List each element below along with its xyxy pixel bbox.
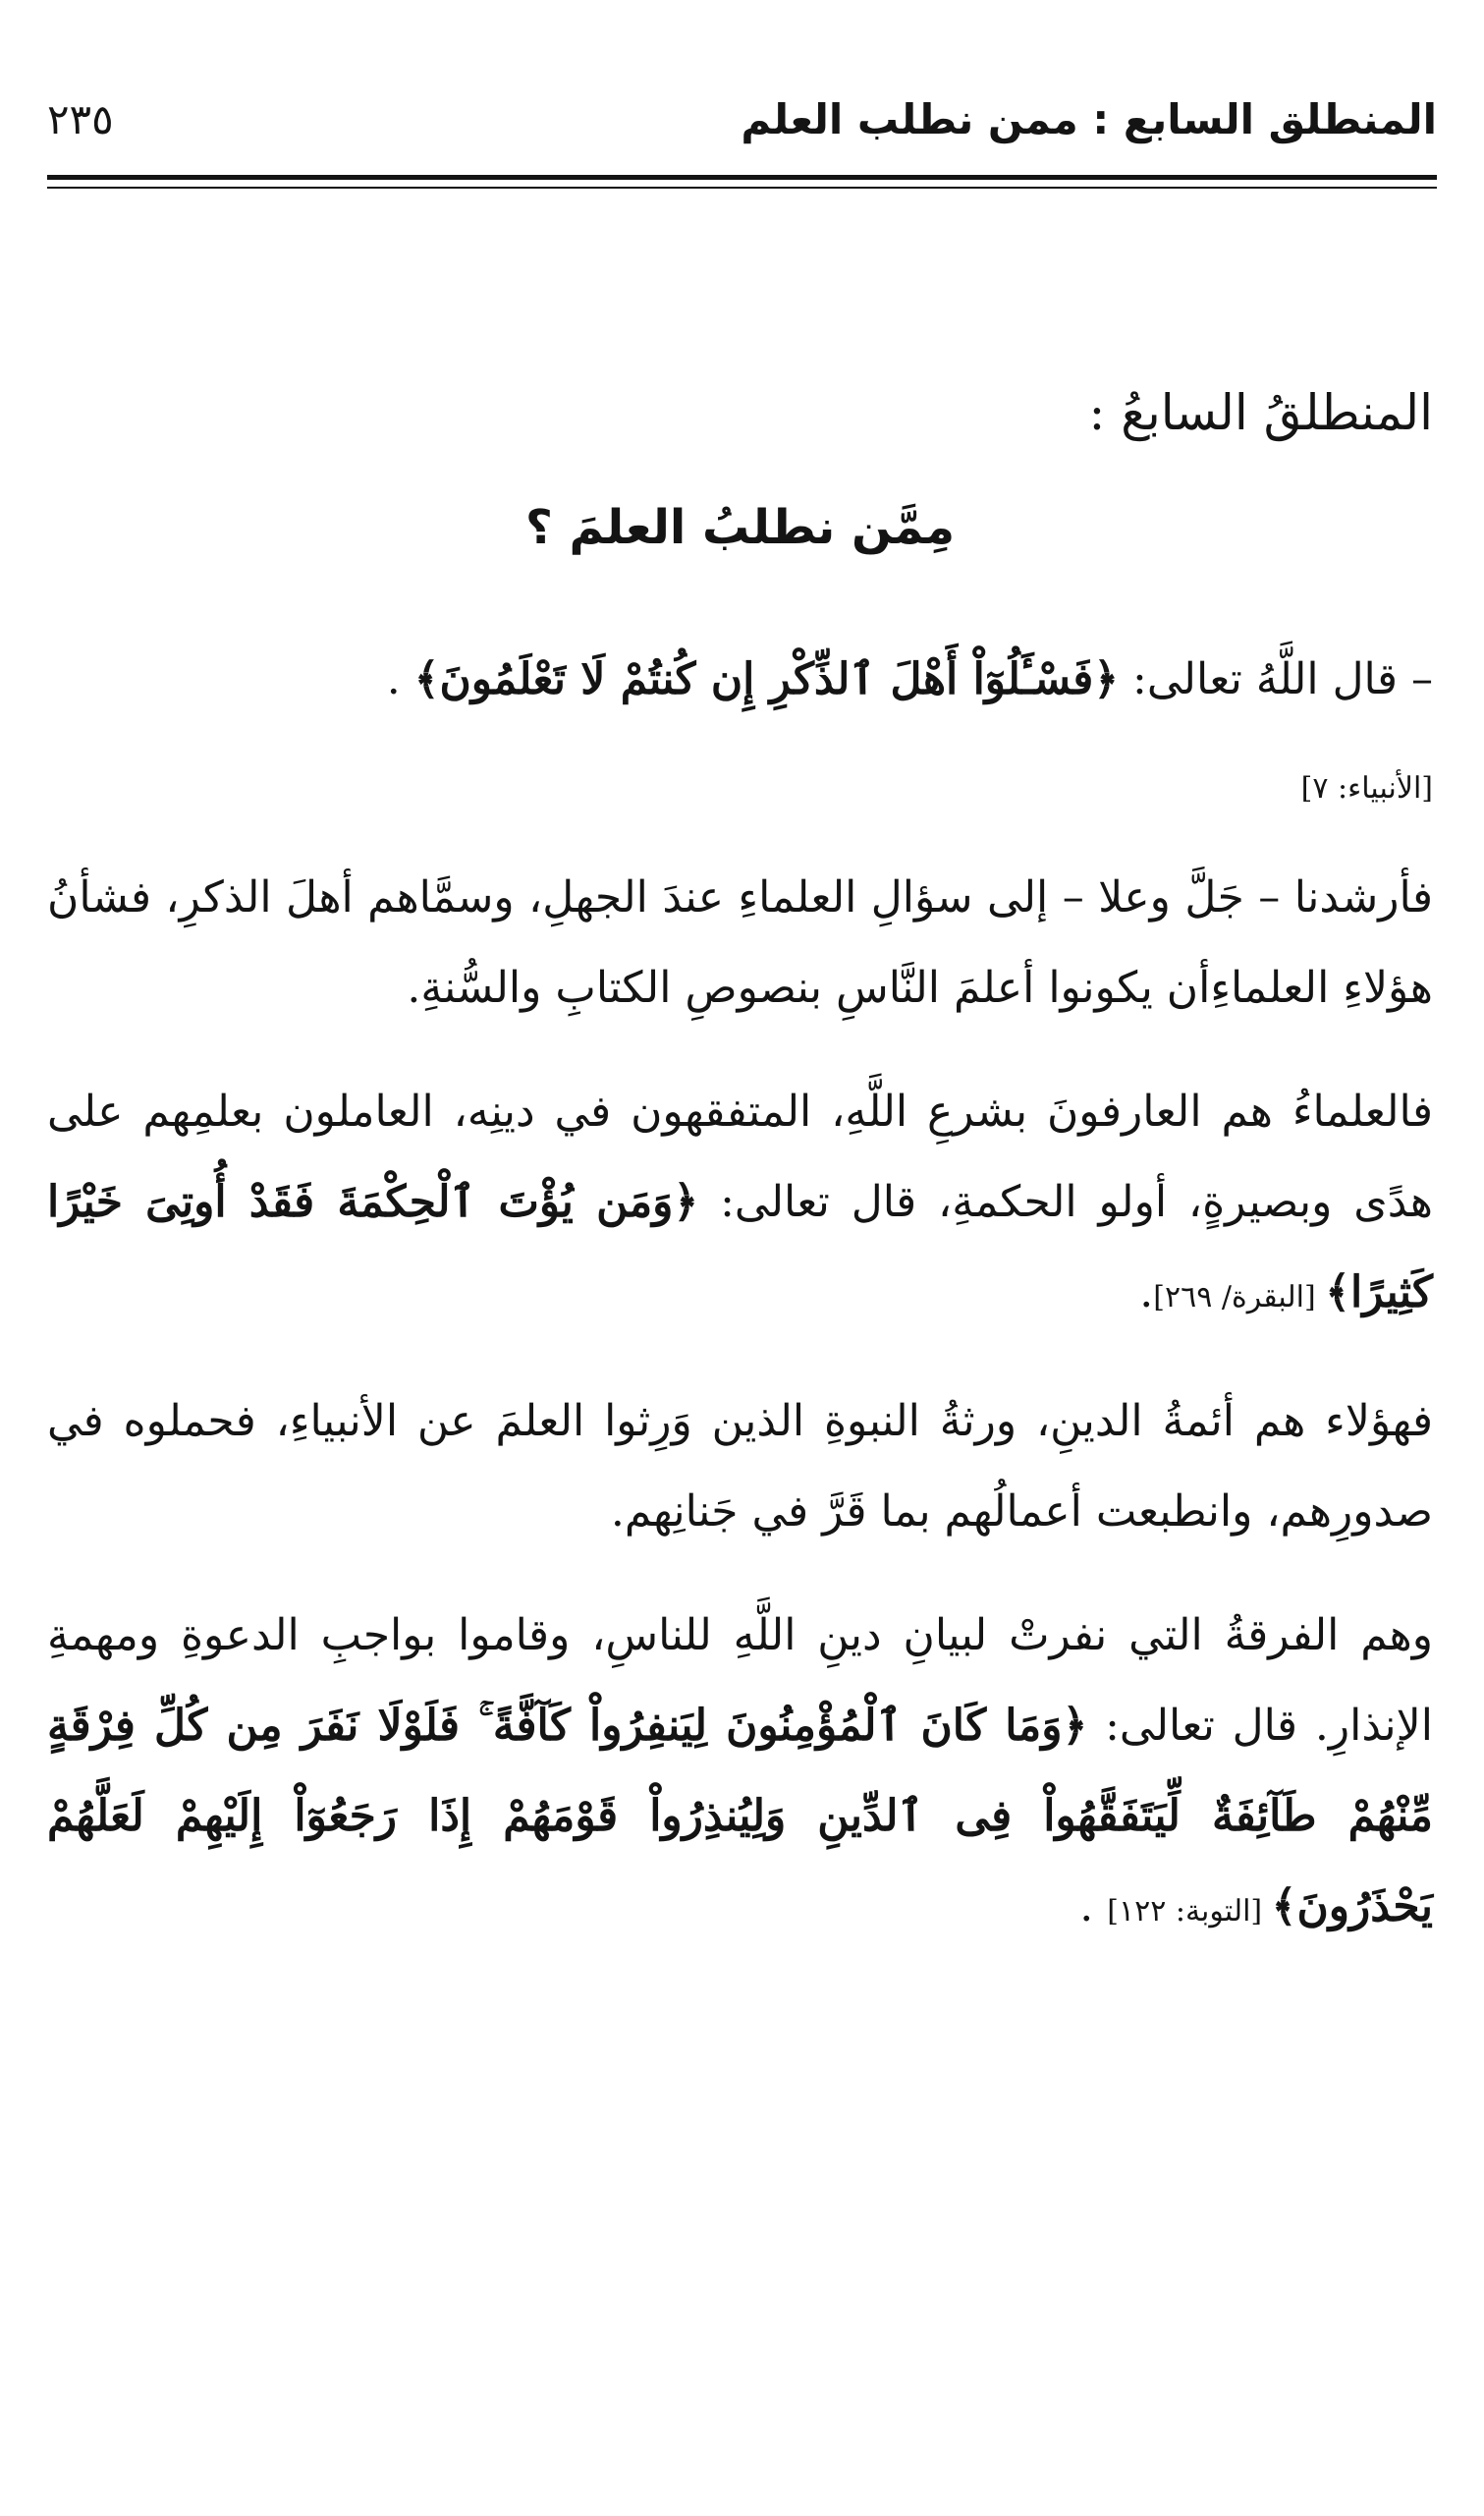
paragraph-2-quran: ﴿وَمَن يُؤْتَ ٱلْحِكْمَةَ فَقَدْ أُوتِىَ خَيْرًا كَثِيرًا﴾ — [47, 1177, 1433, 1317]
paragraph-1: فأرشدنا – جَلَّ وعلا – إلى سؤالِ العلماءِ عندَ الجهلِ، وسمَّاهم أهلَ الذكرِ، فشأنُ هؤلاءِ العلماءِأن يكونوا أعلمَ النَّاسِ بنصوصِ الكتابِ والسُّنةِ. — [47, 872, 1433, 1013]
paragraph-4 — [47, 1591, 1433, 1957]
paragraph-4-quran: ﴿وَمَا كَانَ ٱلْمُؤْمِنُونَ لِيَنفِرُواْ كَآفَّةً ۚ فَلَوْلَا نَفَرَ مِن كُلِّ فِرْقَةٍ مِّنْهُمْ طَآئِفَةٌ لِّيَتَفَقَّهُواْ فِى ٱلدِّينِ وَلِيُنذِرُواْ قَوْمَهُمْ إِذَا رَجَعُوٓاْ إِلَيْهِمْ لَعَلَّهُمْ يَحْذَرُونَ﴾ — [47, 1701, 1433, 1931]
paragraph-4-ref: [التوبة: ١٢٢] — [1107, 1894, 1272, 1929]
chapter-title: مِمَّن نطلبُ العلمَ ؟ — [524, 500, 956, 555]
header-rule-thin — [47, 187, 1437, 189]
running-header — [47, 90, 1437, 159]
paragraph-2-ref: [البقرة/ ٢٦٩] — [1153, 1280, 1326, 1314]
verse-intro-suffix: . — [386, 654, 414, 704]
paragraph-2-end: . — [1139, 1267, 1154, 1317]
page-number: ٢٣٥ — [47, 95, 114, 143]
chapter-label: المنطلقُ السابعُ : — [1088, 384, 1433, 441]
paragraph-2-text: فالعلماءُ هم العارفونَ بشرعِ اللَّهِ، المتفقهون في دينِه، العاملون بعلمِهم على هدًى وبصيرةٍ، أولو الحكمةِ، قال تعالى: — [47, 1087, 1433, 1227]
verse-intro — [47, 641, 1433, 719]
page-body — [47, 373, 1433, 1990]
verse-intro-prefix: – قال اللَّهُ تعالى: — [1119, 654, 1433, 704]
verse-intro-quran: ﴿فَسْـَٔلُوٓاْ أَهْلَ ٱلذِّكْرِ إِن كُنتُمْ لَا تَعْلَمُونَ﴾ — [413, 654, 1120, 704]
verse-intro-source: [الأنبياء: ٧] — [1300, 771, 1433, 806]
header-rule-thick — [47, 175, 1437, 180]
paragraph-2 — [47, 1067, 1433, 1343]
paragraph-4-end: . — [1079, 1881, 1108, 1931]
paragraph-4-text: وهم الفرقةُ التي نفرتْ لبيانِ دينِ اللَّهِ للناسِ، وقاموا بواجبِ الدعوةِ ومهمةِ الإنذارِ. قال تعالى: — [47, 1610, 1433, 1751]
running-header-title: المنطلق السابع : ممن نطلب العلم — [741, 95, 1437, 143]
paragraph-3: فهؤلاء هم أئمةُ الدينِ، ورثةُ النبوةِ الذين وَرِثوا العلمَ عن الأنبياءِ، فحملوه في صدورِهم، وانطبعت أعمالُهم بما قَرَّ في جَنانِهم. — [47, 1396, 1433, 1537]
